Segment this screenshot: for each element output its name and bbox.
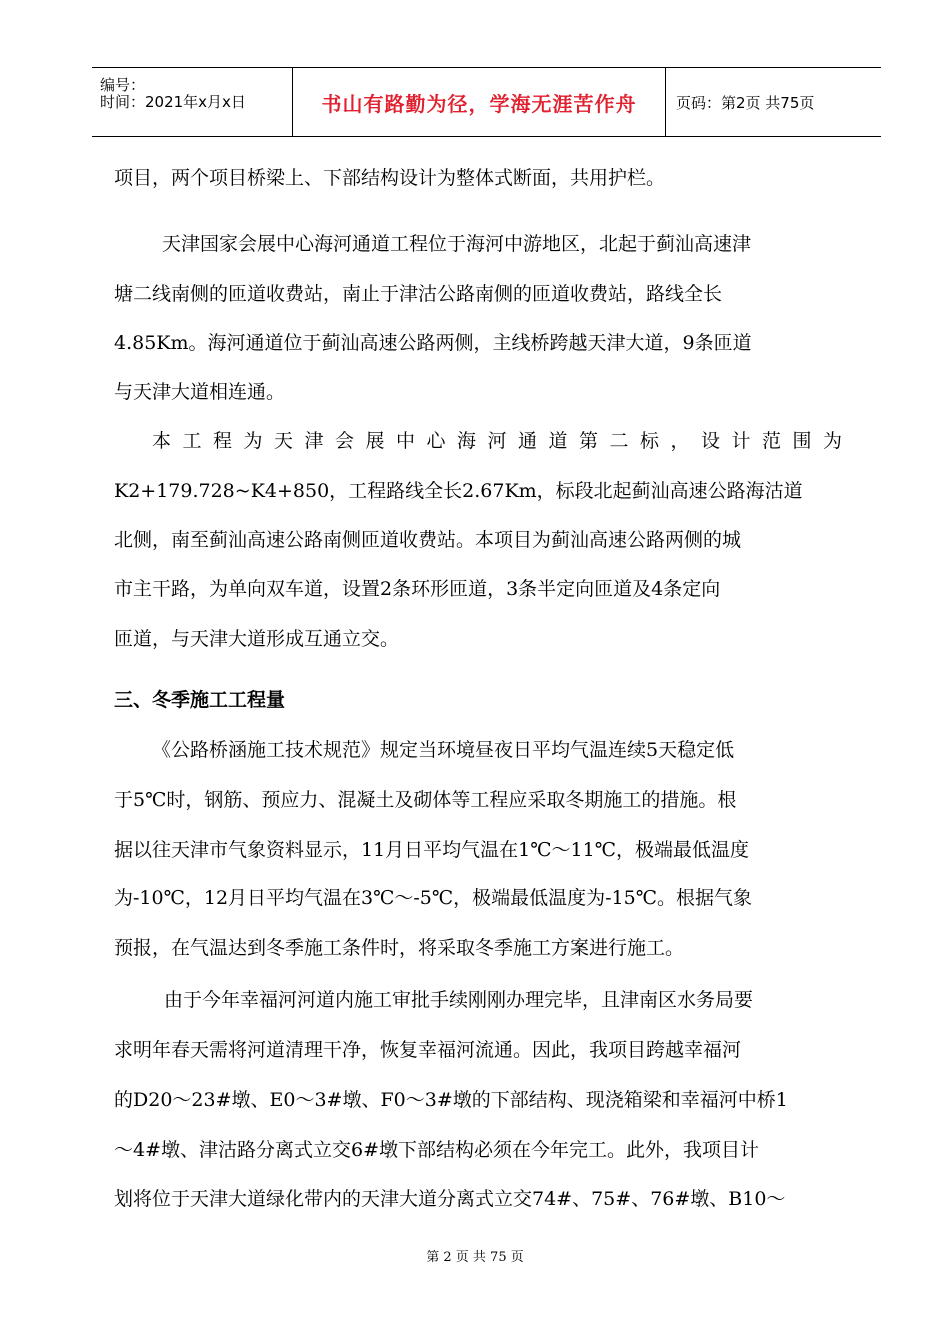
body-line: 项目，两个项目桥梁上、下部结构设计为整体式断面，共用护栏。 [114,167,666,189]
body-line: 预报，在气温达到冬季施工条件时，将采取冬季施工方案进行施工。 [114,937,685,959]
body-line: 北侧，南至蓟汕高速公路南侧匝道收费站。本项目为蓟汕高速公路两侧的城 [114,529,742,551]
body-line: 本工程为天津会展中心海河通道第二标，设计范围为 [152,430,854,452]
body-line: 市主干路，为单向双车道，设置2条环形匝道，3条半定向匝道及4条定向 [114,578,721,600]
body-line: 《公路桥涵施工技术规范》规定当环境昼夜日平均气温连续5天稳定低 [152,739,735,761]
header-motto: 书山有路勤为径，学海无涯苦作舟 [292,68,666,136]
body-line: 于5℃时，钢筋、预应力、混凝土及砌体等工程应采取冬期施工的措施。根 [114,789,737,811]
body-line: 匝道，与天津大道形成互通立交。 [114,628,400,650]
section-heading: 三、冬季施工工程量 [114,689,286,711]
body-line: K2+179.728~K4+850，工程路线全长2.67Km，标段北起蓟汕高速公路海沽道 [114,480,803,502]
body-line: 天津国家会展中心海河通道工程位于海河中游地区，北起于蓟汕高速津 [162,233,752,255]
body-line: ～4#墩、津沽路分离式立交6#墩下部结构必须在今年完工。此外，我项目计 [114,1139,760,1161]
document-number-label: 编号： [100,76,146,94]
body-line: 求明年春天需将河道清理干净，恢复幸福河流通。因此，我项目跨越幸福河 [114,1039,742,1061]
body-line: 4.85Km。海河通道位于蓟汕高速公路两侧，主线桥跨越天津大道，9条匝道 [114,332,752,354]
page-footer: 第 2 页 共 75 页 [426,1250,524,1265]
body-line: 据以往天津市气象资料显示，11月日平均气温在1℃～11℃，极端最低温度 [114,839,749,861]
header-meta [92,68,300,136]
header-page-info: 页码：第2页 共75页 [676,93,815,112]
body-line: 塘二线南侧的匝道收费站，南止于津沽公路南侧的匝道收费站，路线全长 [114,283,723,305]
body-line: 由于今年幸福河河道内施工审批手续刚刚办理完毕，且津南区水务局要 [164,989,754,1011]
body-line: 为-10℃，12月日平均气温在3℃～-5℃，极端最低温度为-15℃。根据气象 [114,887,752,909]
body-line: 与天津大道相连通。 [114,381,286,403]
document-time-label: 时间：2021年x月x日 [100,93,246,111]
body-line: 的D20～23#墩、E0～3#墩、F0～3#墩的下部结构、现浇箱梁和幸福河中桥1 [114,1089,788,1111]
page-header [92,67,881,137]
body-line: 划将位于天津大道绿化带内的天津大道分离式立交74#、75#、76#墩、B10～ [114,1188,786,1210]
